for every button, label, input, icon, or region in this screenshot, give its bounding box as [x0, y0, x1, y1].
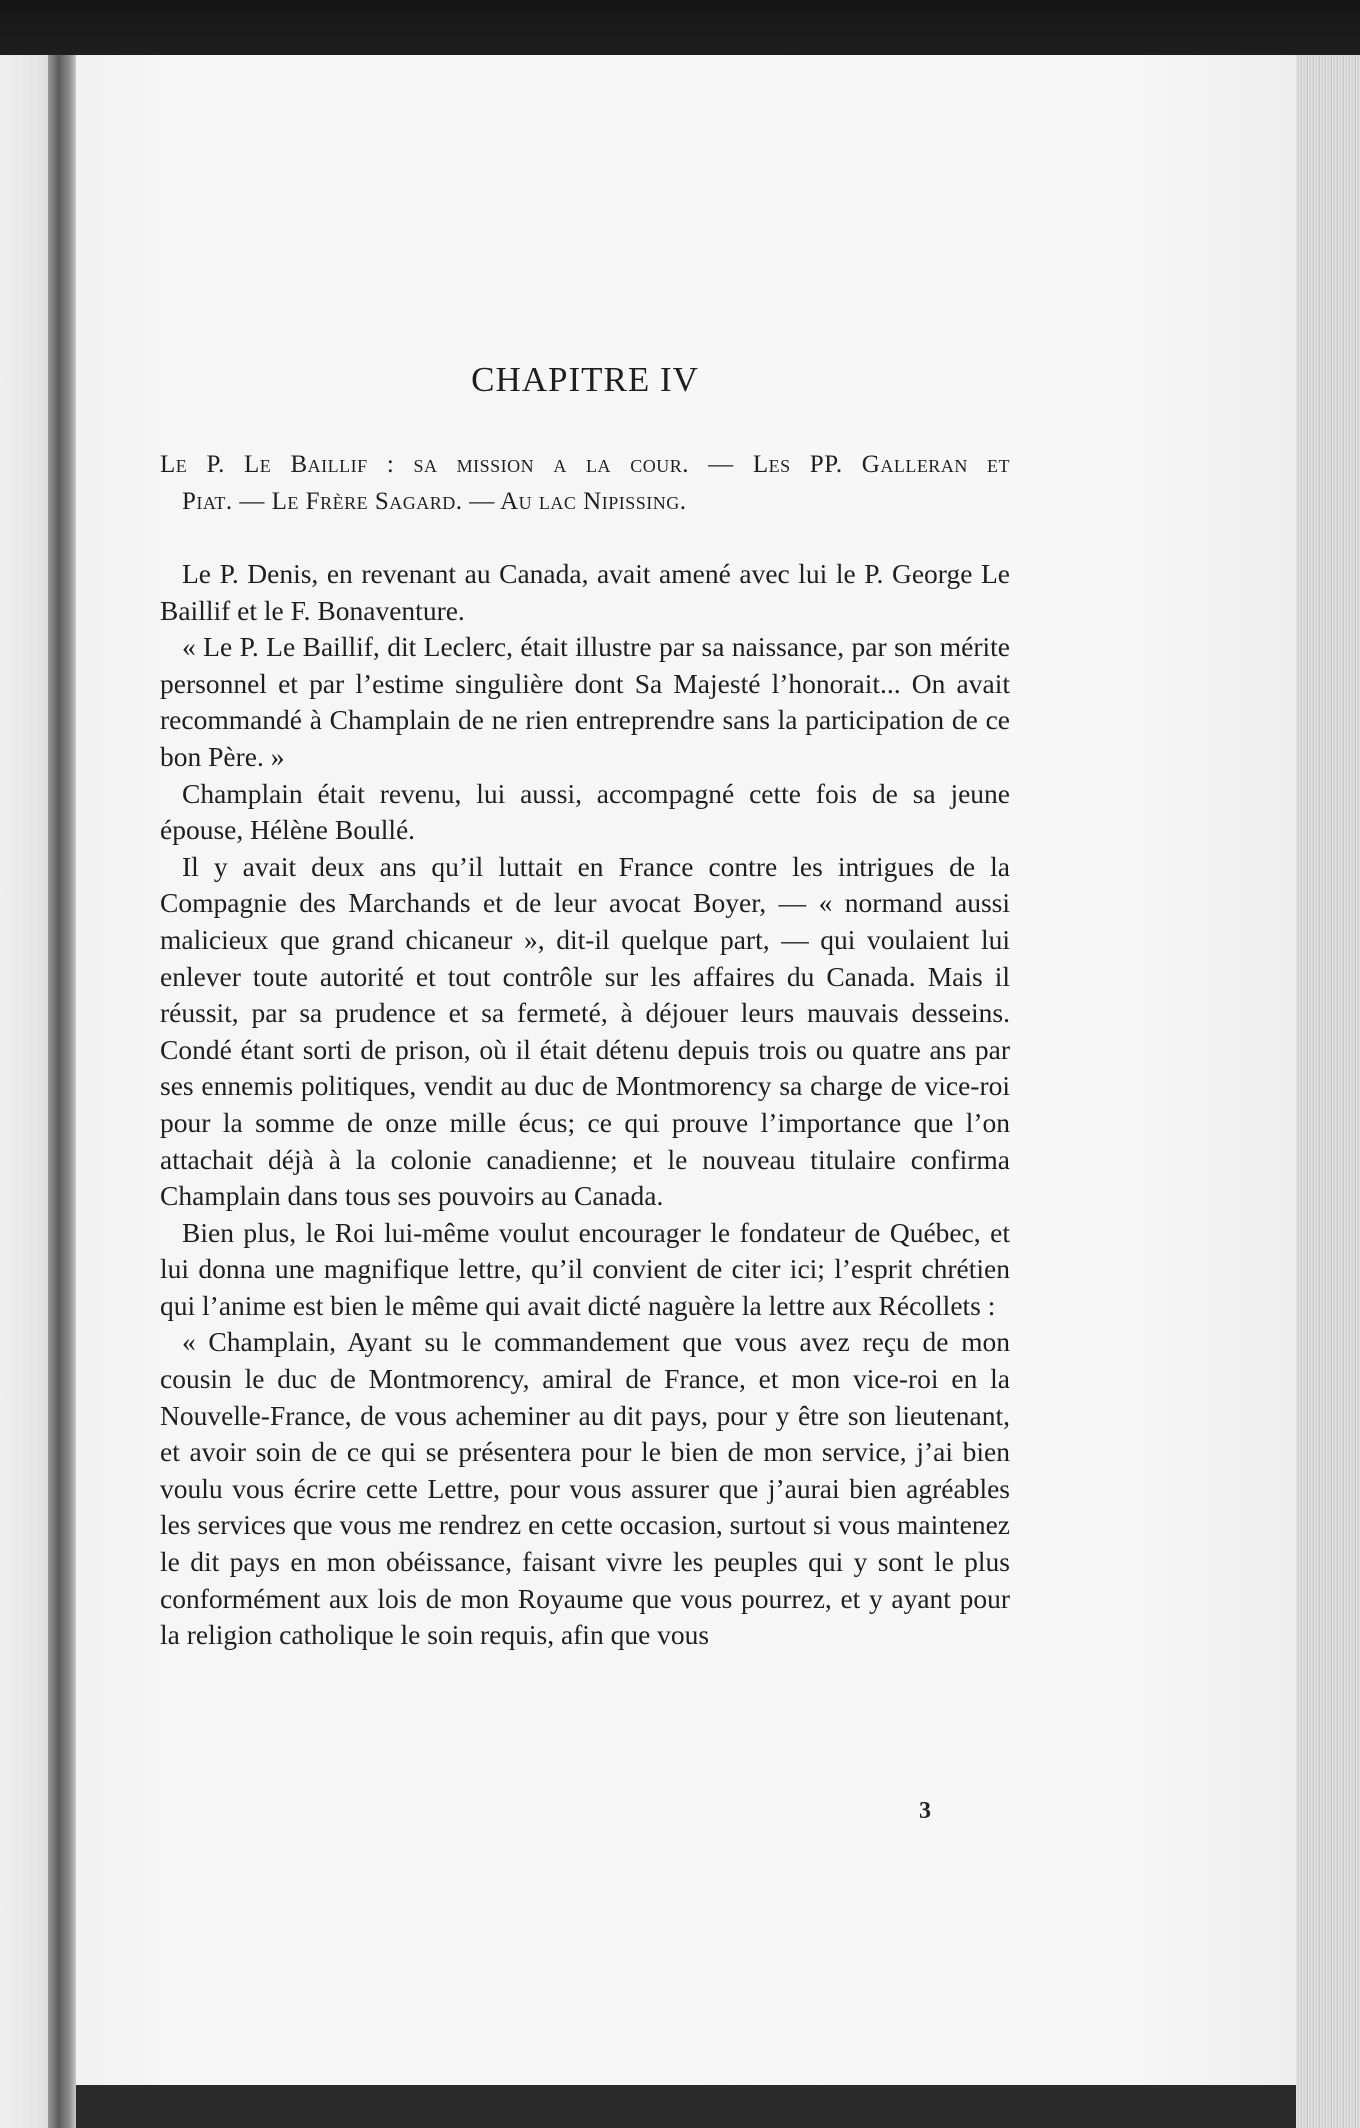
- chapter-summary-line-2: Piat. — Le Frère Sagard. — Au lac Nipissing.: [182, 488, 687, 515]
- paragraph: Le P. Denis, en revenant au Canada, avait amené avec lui le P. George Le Baillif et le F. Bonaventure.: [160, 558, 1010, 626]
- paragraph: Champlain était revenu, lui aussi, accompagné cette fois de sa jeune épouse, Hélène Boullé.: [160, 777, 1010, 846]
- page-number: 3: [919, 1798, 931, 1824]
- chapter-summary-line-1: Le P. Le Baillif : sa mission a la cour. — Les PP. Galleran et: [160, 451, 1010, 478]
- paragraph: « Champlain, Ayant su le commandement que vous avez reçu de mon cousin le duc de Montmorency, amiral de France, et mon vice-roi en la Nouvelle-France, de vous acheminer au dit pays, pour y être son lieutenant, et avoir soin de ce qui se présentera pour le bien de mon service, j’ai bien voulu vous écrire cette Lettre, pour vous assurer que j’aurai bien agréables les services que vous me rendrez en cette occasion, surtout si vous maintenez le dit pays en mon obéissance, faisant vivre les peuples qui y sont le plus conformément aux lois de mon Royaume que vous pourrez, et y ayant pour la religion catholique le soin requis, afin que vous: [160, 1326, 1010, 1651]
- page-stack-edge: [1296, 55, 1360, 2128]
- paragraph: Bien plus, le Roi lui-même voulut encourager le fondateur de Québec, et lui donna une magnifique lettre, qu’il convient de citer ici; l’esprit chrétien qui l’anime est bien le même qui avait dicté naguère la lettre aux Récollets :: [160, 1216, 1010, 1321]
- paragraph: « Le P. Le Baillif, dit Leclerc, était illustre par sa naissance, par son mérite personnel et par l’estime singulière dont Sa Majesté l’honorait... On avait recommandé à Champlain de ne rien entreprendre sans la participation de ce bon Père. »: [160, 631, 1010, 772]
- chapter-title: CHAPITRE IV: [471, 360, 699, 399]
- gutter-shadow: [48, 55, 78, 2128]
- chapter-summary: [160, 446, 1010, 520]
- scan-border: [76, 2085, 1296, 2128]
- paragraph: Il y avait deux ans qu’il luttait en France contre les intrigues de la Compagnie des Marchands et de leur avocat Boyer, — « normand aussi malicieux que grand chicaneur », dit-il quelque part, — qui voulaient lui enlever toute autorité et tout contrôle sur les affaires du Canada. Mais il réussit, par sa prudence et sa fermeté, à déjouer leurs mauvais desseins. Condé étant sorti de prison, où il était détenu depuis trois ou quatre ans par ses ennemis politiques, vendit au duc de Montmorency sa charge de vice-roi pour la somme de onze mille écus; ce qui prouve l’importance que l’on attachait déjà à la colonie canadienne; et le nouveau titulaire confirma Champlain dans tous ses pouvoirs au Canada.: [160, 850, 1010, 1212]
- text-column: [160, 360, 1010, 1654]
